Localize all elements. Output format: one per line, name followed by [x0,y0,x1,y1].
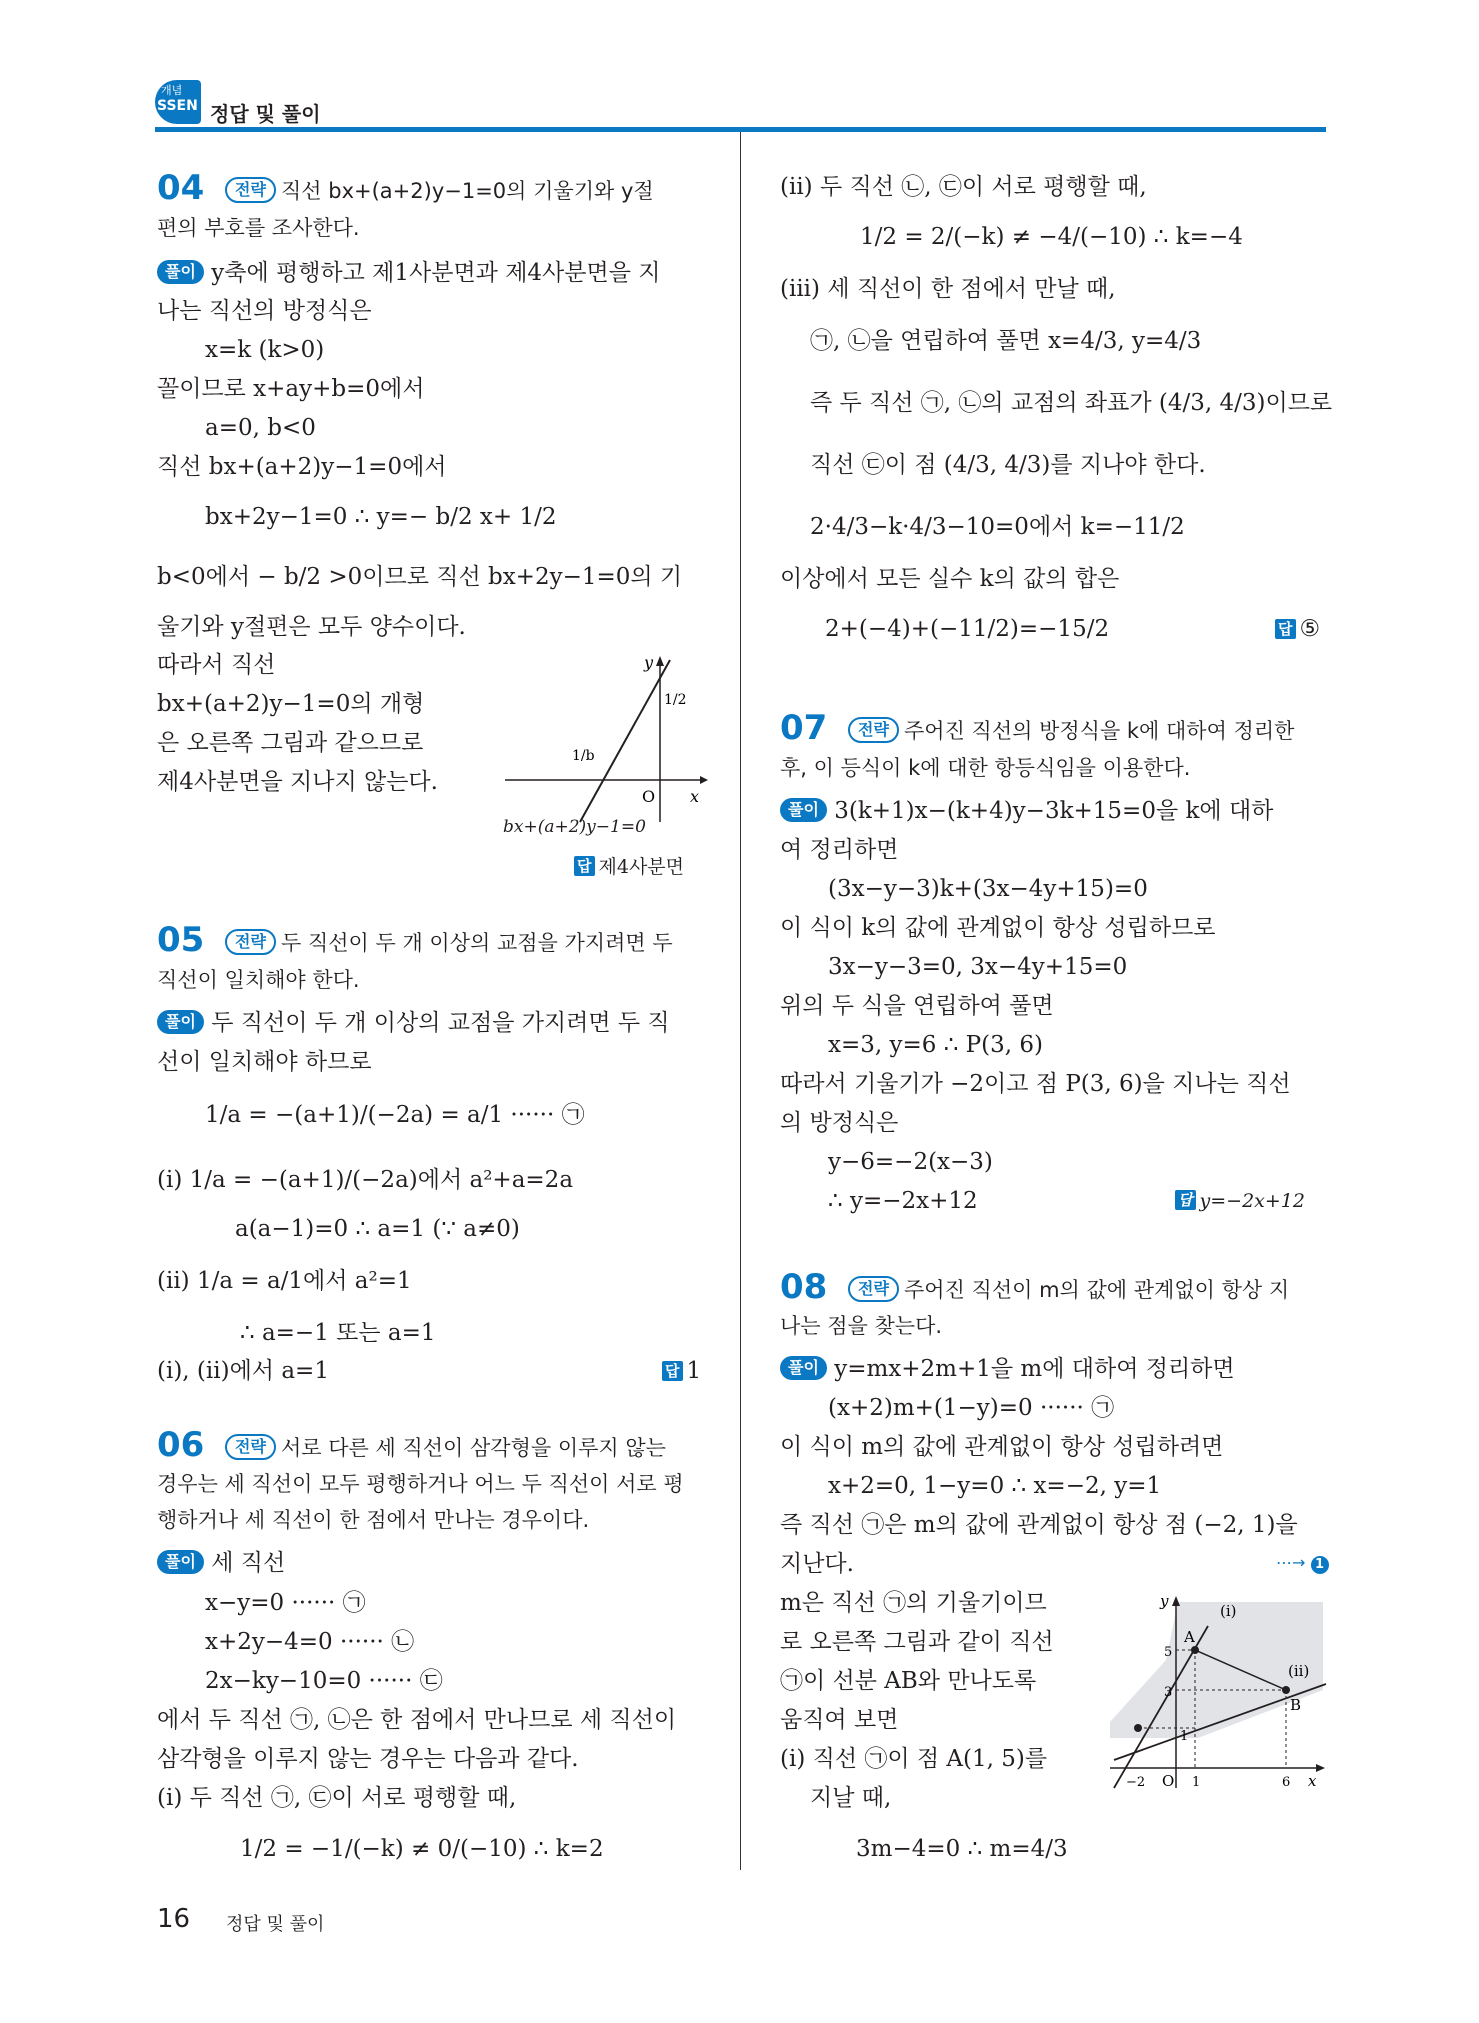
strategy-text: 직선이 일치해야 한다. [157,968,360,992]
text-line: 따라서 직선 [157,652,276,678]
origin-label: O [1162,1772,1175,1790]
logo-top: 개념 [161,84,183,97]
text-line: 3m−4=0 ∴ m=4/3 [856,1836,1068,1862]
answer-text: 제4사분면 [598,856,685,878]
text-line: 따라서 기울기가 −2이고 점 P(3, 6)을 지나는 직선 [780,1071,1291,1097]
strategy-line [225,175,654,205]
text-line: 직선 ㉢이 점 (4/3, 4/3)를 지나야 한다. [810,452,1206,478]
axis-label-y: y [644,653,654,672]
arrow-icon: ⋯→ [1276,1553,1306,1572]
text-line: x=3, y=6 ∴ P(3, 6) [828,1032,1043,1058]
strategy-tag: 전략 [225,929,276,955]
tick-y-3: 3 [1164,1685,1173,1700]
logo [155,80,201,124]
solution-line [780,1354,1235,1384]
text-line: 은 오른쪽 그림과 같으므로 [157,730,424,756]
solution-tag: 풀이 [157,1010,204,1034]
strategy-text: 편의 부호를 조사한다. [157,216,360,240]
line-label-ii: (ii) [1288,1662,1310,1680]
point-a-label: A [1184,1628,1195,1646]
strategy-line [225,1432,666,1462]
page-number: 16 [157,1904,191,1934]
text-line: 이 식이 m의 값에 관계없이 항상 성립하려면 [780,1434,1224,1460]
graph-08 [1108,1590,1330,1790]
text-line: a(a−1)=0 ∴ a=1 (∵ a≠0) [235,1216,520,1242]
problem-number: 08 [780,1267,828,1307]
x-intercept-label: 1/b [572,748,595,764]
solution-line [157,1548,285,1578]
text-line: bx+(a+2)y−1=0의 개형 [157,691,425,717]
solution-line [157,1008,670,1038]
text-line: 2x−ky−10=0 ······ ㉢ [205,1668,443,1694]
text-line: ㉠이 선분 AB와 만나도록 [780,1668,1037,1694]
text-line: 즉 두 직선 ㉠, ㉡의 교점의 좌표가 (4/3, 4/3)이므로 [810,390,1333,416]
text-line: 직선 bx+(a+2)y−1=0에서 [157,454,447,480]
solution-line [157,258,660,288]
strategy-line [848,1274,1289,1304]
text-line: ∴ y=−2x+12 [828,1188,978,1214]
strategy-text: 경우는 세 직선이 모두 평행하거나 어느 두 직선이 서로 평 [157,1472,684,1496]
text-line: 두 직선이 두 개 이상의 교점을 가지려면 두 직 [211,1010,670,1036]
text-line: (i) 직선 ㉠이 점 A(1, 5)를 [780,1746,1048,1772]
text-line: (i) 1/a = −(a+1)/(−2a)에서 a²+a=2a [157,1167,574,1193]
point-b-label: B [1290,1696,1302,1714]
problem-number: 07 [780,708,828,748]
text-line: 이상에서 모든 실수 k의 값의 합은 [780,566,1120,592]
strategy-tag: 전략 [225,177,276,203]
text-line: (ii) 두 직선 ㉡, ㉢이 서로 평행할 때, [780,174,1147,200]
text-line: x−y=0 ······ ㉠ [205,1590,366,1616]
text-line: 꼴이므로 x+ay+b=0에서 [157,376,425,402]
y-intercept-label: 1/2 [664,692,687,708]
strategy-text: 나는 점을 찾는다. [780,1314,943,1338]
answer-text: ⑤ [1299,616,1321,642]
text-line: ㉠, ㉡을 연립하여 풀면 x=4/3, y=4/3 [810,328,1202,354]
text-line: 즉 직선 ㉠은 m의 값에 관계없이 항상 점 (−2, 1)을 [780,1512,1298,1538]
text-line: 3(k+1)x−(k+4)y−3k+15=0을 k에 대하 [834,798,1274,824]
answer-line [662,1356,701,1386]
answer-tag: 답 [662,1361,683,1381]
solution-tag: 풀이 [157,1550,204,1574]
column-divider [740,132,741,1870]
text-line: 에서 두 직선 ㉠, ㉡은 한 점에서 만나므로 세 직선이 [157,1707,677,1733]
graph-caption: bx+(a+2)y−1=0 [503,817,646,837]
text-line: 1/a = −(a+1)/(−2a) = a/1 ······ ㉠ [205,1102,585,1128]
tick-y-1: 1 [1180,1729,1189,1744]
text-line: 삼각형을 이루지 않는 경우는 다음과 같다. [157,1746,579,1772]
text-line: x=k (k>0) [205,337,325,363]
answer-text: y=−2x+12 [1199,1190,1305,1212]
tick-x-neg2: −2 [1126,1775,1146,1790]
text-line: 세 직선 [211,1550,286,1576]
solution-tag: 풀이 [780,1356,827,1380]
text-line: y축에 평행하고 제1사분면과 제4사분면을 지 [211,260,661,286]
text-line: 2·4/3−k·4/3−10=0에서 k=−11/2 [810,514,1185,540]
text-line: 지날 때, [810,1785,892,1811]
strategy-text: 주어진 직선이 m의 값에 관계없이 항상 지 [904,1278,1290,1302]
answer-tag: 답 [1175,1190,1196,1210]
answer-tag: 답 [574,856,595,876]
strategy-line [225,927,673,957]
tick-x-1: 1 [1192,1775,1201,1790]
text-line: x+2=0, 1−y=0 ∴ x=−2, y=1 [828,1473,1162,1499]
logo-main: SSEN [157,98,198,114]
strategy-text: 직선 bx+(a+2)y−1=0의 기울기와 y절 [281,179,654,203]
answer-tag: 답 [1275,619,1296,639]
text-line: x+2y−4=0 ······ ㉡ [205,1629,415,1655]
text-line: 위의 두 식을 연립하여 풀면 [780,993,1054,1019]
tick-x-6: 6 [1282,1775,1291,1790]
strategy-tag: 전략 [848,717,899,743]
step-number: 1 [1311,1556,1329,1574]
page-title: 정답 및 풀이 [210,102,321,126]
strategy-tag: 전략 [225,1434,276,1460]
tick-y-5: 5 [1164,1645,1173,1660]
strategy-text: 행하거나 세 직선이 한 점에서 만나는 경우이다. [157,1508,590,1532]
answer-line [574,852,684,882]
text-line: b<0에서 − b/2 >0이므로 직선 bx+2y−1=0의 기 [157,564,683,590]
text-line: 제4사분면을 지나지 않는다. [157,769,438,795]
text-line: (iii) 세 직선이 한 점에서 만날 때, [780,276,1116,302]
strategy-text: 서로 다른 세 직선이 삼각형을 이루지 않는 [281,1436,666,1460]
text-line: m은 직선 ㉠의 기울기이므 [780,1590,1047,1616]
solution-line [780,796,1273,826]
axis-label-y: y [1160,1592,1169,1610]
footer-label: 정답 및 풀이 [226,1914,325,1935]
answer-line [1175,1186,1305,1216]
axis-label-x: x [1308,1772,1317,1790]
text-line: 여 정리하면 [780,837,899,863]
text-line: y=mx+2m+1을 m에 대하여 정리하면 [834,1356,1235,1382]
solution-tag: 풀이 [780,798,827,822]
text-line: 울기와 y절편은 모두 양수이다. [157,614,466,640]
step-marker [1276,1553,1329,1574]
origin-label: O [642,787,656,806]
strategy-tag: 전략 [848,1276,899,1302]
text-line: (i), (ii)에서 a=1 [157,1358,329,1384]
text-line: 1/2 = −1/(−k) ≠ 0/(−10) ∴ k=2 [240,1836,604,1862]
text-line: 로 오른쪽 그림과 같이 직선 [780,1629,1054,1655]
text-line: bx+2y−1=0 ∴ y=− b/2 x+ 1/2 [205,504,557,530]
text-line: 의 방정식은 [780,1110,899,1136]
text-line: (3x−y−3)k+(3x−4y+15)=0 [828,876,1148,902]
text-line: ∴ a=−1 또는 a=1 [240,1320,436,1346]
graph-04 [500,652,710,832]
text-line: 움직여 보면 [780,1707,899,1733]
problem-number: 04 [157,168,205,208]
text-line: y−6=−2(x−3) [828,1149,993,1175]
text-line: 이 식이 k의 값에 관계없이 항상 성립하므로 [780,915,1216,941]
text-line: (x+2)m+(1−y)=0 ······ ㉠ [828,1395,1115,1421]
strategy-line [848,715,1294,745]
strategy-text: 주어진 직선의 방정식을 k에 대하여 정리한 [904,719,1295,743]
text-line: 지난다. [780,1551,854,1577]
answer-text: 1 [686,1358,702,1384]
text-line: 3x−y−3=0, 3x−4y+15=0 [828,954,1128,980]
solution-tag: 풀이 [157,260,204,284]
strategy-text: 후, 이 등식이 k에 대한 항등식임을 이용한다. [780,756,1191,780]
problem-number: 05 [157,920,205,960]
text-line: a=0, b<0 [205,415,316,441]
text-line: (ii) 1/a = a/1에서 a²=1 [157,1268,412,1294]
axis-label-x: x [690,787,700,806]
problem-number: 06 [157,1425,205,1465]
text-line: 2+(−4)+(−11/2)=−15/2 [825,616,1110,642]
text-line: 1/2 = 2/(−k) ≠ −4/(−10) ∴ k=−4 [860,224,1243,250]
strategy-text: 두 직선이 두 개 이상의 교점을 가지려면 두 [281,931,673,955]
text-line: (i) 두 직선 ㉠, ㉢이 서로 평행할 때, [157,1785,517,1811]
line-label-i: (i) [1220,1602,1237,1620]
answer-line [1275,614,1320,644]
text-line: 나는 직선의 방정식은 [157,298,372,324]
text-line: 선이 일치해야 하므로 [157,1049,372,1075]
